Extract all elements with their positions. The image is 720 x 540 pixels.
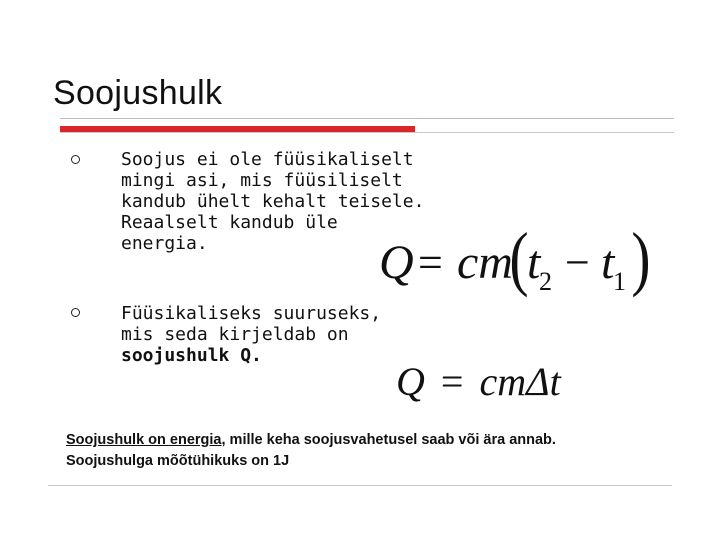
formula1-subscript-1: 1 bbox=[613, 267, 626, 296]
formula1-t2: t bbox=[527, 236, 541, 289]
formula1-t1: t bbox=[601, 236, 615, 289]
formula1-cm: cm bbox=[457, 236, 513, 289]
bottom-note-line-2: Soojushulga mõõtühikuks on 1J bbox=[66, 453, 290, 469]
formula-heat-temperature-difference bbox=[375, 218, 675, 298]
bullet-text-2 bbox=[121, 303, 451, 366]
title-divider-bottom bbox=[60, 132, 674, 133]
formula1-open-paren: ( bbox=[509, 218, 529, 298]
formula1-minus: − bbox=[565, 238, 590, 287]
bottom-divider bbox=[48, 485, 672, 486]
slide-title: Soojushulk bbox=[53, 74, 223, 112]
bullet-text-1: Soojus ei ole füüsikaliselt mingi asi, mis füüsiliselt kandub ühelt kehalt teisele. Reaalselt kandub üle energia. bbox=[121, 149, 425, 254]
formula2-rhs: cmΔt bbox=[479, 359, 561, 404]
formula-heat-delta-t bbox=[396, 358, 561, 405]
bottom-note bbox=[66, 430, 686, 472]
formula1-subscript-2: 2 bbox=[539, 267, 552, 296]
bottom-note-rest: , mille keha soojusvahetusel saab või ära annab. bbox=[221, 432, 556, 448]
title-divider-top bbox=[60, 118, 674, 119]
formula1-close-paren: ) bbox=[631, 218, 651, 298]
formula1-q: Q bbox=[379, 236, 414, 289]
bullet-circle-icon bbox=[71, 155, 80, 164]
formula2-q: Q bbox=[396, 359, 425, 404]
bullet-2-lead: Füüsikaliseks suuruseks, mis seda kirjeldab on bbox=[121, 303, 382, 345]
bottom-note-underlined: Soojushulk on energia bbox=[66, 432, 222, 448]
formula1-equals: = bbox=[418, 238, 443, 287]
formula2-equals: = bbox=[440, 359, 464, 404]
bullet-circle-icon bbox=[71, 308, 80, 317]
bullet-2-bold: soojushulk Q. bbox=[121, 345, 262, 366]
bottom-note-line-1 bbox=[66, 430, 686, 451]
